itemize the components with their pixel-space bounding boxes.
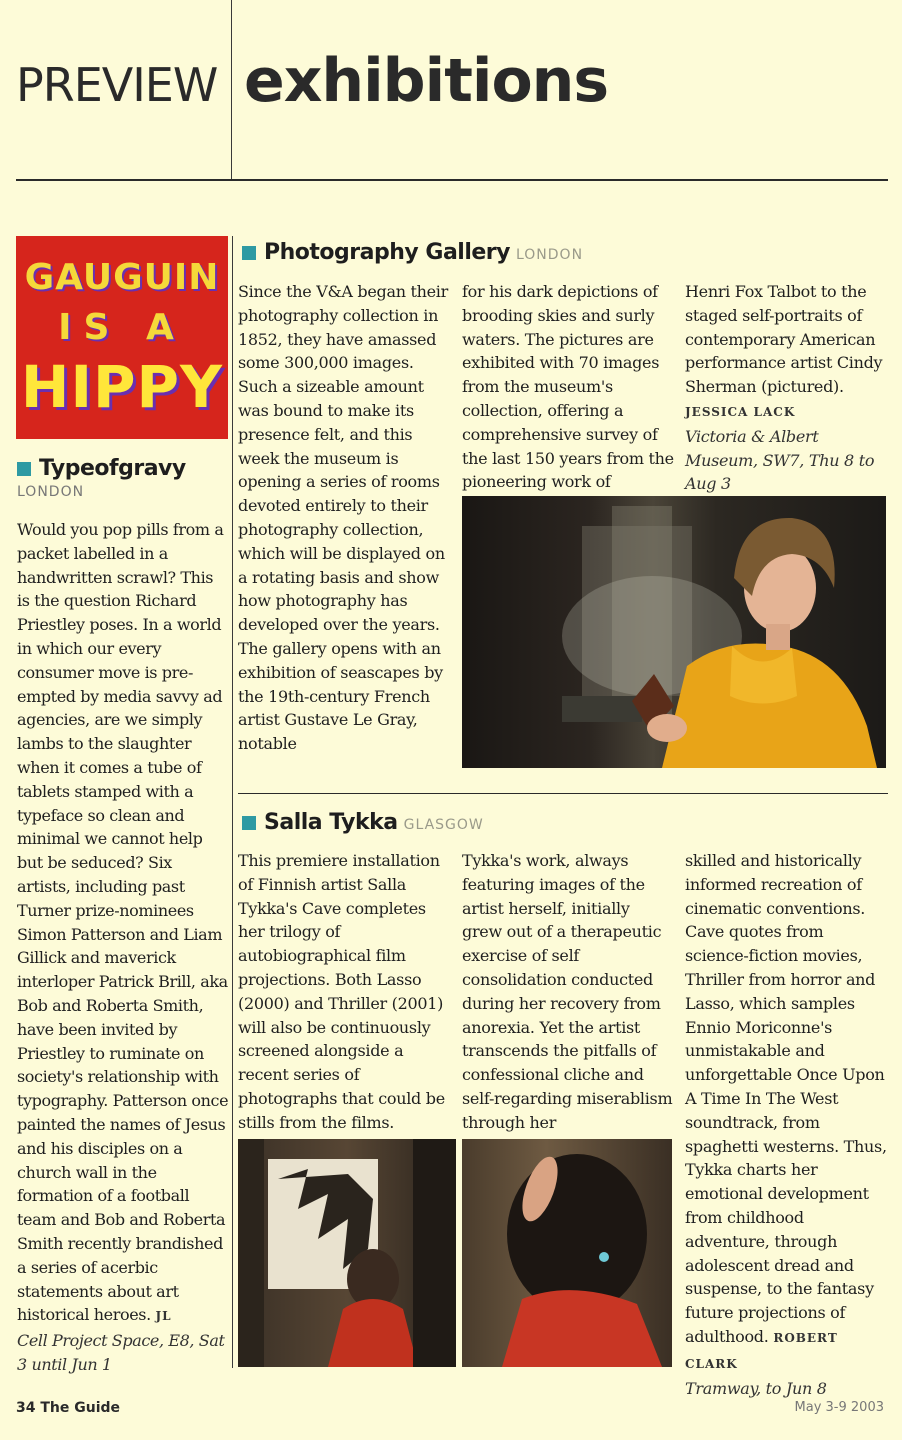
typeofgravy-heading <box>17 456 186 481</box>
poster-line-2: IS A <box>58 306 186 348</box>
photography-title: Photography Gallery <box>264 240 510 265</box>
tykka-title: Salla Tykka <box>264 810 398 835</box>
gauguin-poster-image <box>16 236 228 439</box>
section-marker-icon <box>17 462 31 476</box>
poster-line-1: GAUGUIN <box>24 256 220 298</box>
tykka-film-still-2 <box>462 1139 672 1367</box>
photography-col-1: Since the V&A began their photography collection in 1852, they have amassed some 300,000 images. Such a sizeable amount was bound to make its presence felt, and this week the museum is opening a series of rooms devoted entirely to their photography collection, which will be displayed on a rotating basis and show how photography has developed over the years. The gallery opens with an exhibition of seascapes by the 19th-century French artist Gustave Le Gray, notable <box>238 282 448 754</box>
photography-heading <box>242 240 583 265</box>
issue-date: May 3-9 2003 <box>794 1400 884 1415</box>
typeofgravy-title: Typeofgravy <box>39 456 186 481</box>
cindy-sherman-photo <box>462 496 886 768</box>
photography-col-3 <box>685 280 890 496</box>
photography-col-2: for his dark depictions of brooding skies and surly waters. The pictures are exhibited with 70 images from the museum's collection, offering a comprehensive survey of the last 150 years from the pioneering work of <box>462 282 674 492</box>
masthead-rule <box>16 179 888 181</box>
typeofgravy-location: LONDON <box>17 484 85 500</box>
preview-label: PREVIEW <box>16 58 218 112</box>
typeofgravy-byline: JL <box>155 1309 172 1324</box>
tykka-col-3-text: skilled and historically informed recreation of cinematic conventions. Cave quotes from science-fiction movies, Thriller from horror and Lasso, which samples Ennio Moriconne's unmistakable and unforgettable Once Upon A Time In The West soundtrack, from spaghetti westerns. Thus, Tykka charts her emotional development from childhood adventure, through adolescent dread and suspense, to the fantasy future projections of adulthood. <box>685 851 887 1346</box>
tykka-byline: ROBERT CLARK <box>685 1330 838 1371</box>
typeofgravy-article <box>17 518 229 1377</box>
typeofgravy-venue: Cell Project Space, E8, Sat 3 until Jun 1 <box>17 1331 225 1374</box>
photography-location: LONDON <box>515 247 584 263</box>
photo-illustration <box>462 496 886 768</box>
tykka-col-3 <box>685 849 890 1400</box>
section-marker-icon <box>242 816 256 830</box>
page-number: 34 The Guide <box>16 1400 121 1416</box>
photography-col-3-text: Henri Fox Talbot to the staged self-portraits of contemporary American performance artist Cindy Sherman (pictured). <box>685 282 883 397</box>
film-still-1-illustration <box>238 1139 456 1367</box>
typeofgravy-body: Would you pop pills from a packet labelled in a handwritten scrawl? This is the question Richard Priestley poses. In a world in which our every consumer move is pre-empted by media savvy ad agencies, are we simply lambs to the slaughter when it comes a tube of tablets stamped with a typeface so clean and minimal we cannot help but be seduced? Six artists, including past Turner prize-nominees Simon Patterson and Liam Gillick and maverick interloper Patrick Brill, aka Bob and Roberta Smith, have been invited by Priestley to ruminate on society's relationship with typography. Patterson once painted the names of Jesus and his disciples on a church wall in the formation of a football team and Bob and Roberta Smith recently brandished a series of acerbic statements about art historical heroes. <box>17 520 229 1325</box>
tykka-heading <box>242 810 484 835</box>
tykka-location: GLASGOW <box>403 817 484 833</box>
poster-line-3: HIPPY <box>20 352 224 421</box>
photography-venue: Victoria & Albert Museum, SW7, Thu 8 to Aug 3 <box>685 426 875 494</box>
film-still-2-illustration <box>462 1139 672 1367</box>
tykka-col-1: This premiere installation of Finnish artist Salla Tykka's Cave completes her trilogy of autobiographical film projections. Both Lasso (2000) and Thriller (2001) will also be continuously screened alongside a recent series of photographs that could be stills from the films. <box>238 851 445 1132</box>
masthead-divider <box>231 0 232 180</box>
tykka-col-2: Tykka's work, always featuring images of the artist herself, initially grew out of a therapeutic exercise of self consolidation conducted during her recovery from anorexia. Yet the artist transcends the pitfalls of confessional cliche and self-regarding miserablism through her <box>462 851 673 1132</box>
tykka-film-still-1 <box>238 1139 456 1367</box>
page-title: exhibitions <box>244 46 609 116</box>
column-divider <box>232 236 233 1368</box>
section-marker-icon <box>242 246 256 260</box>
photography-byline: JESSICA LACK <box>685 404 796 419</box>
section-rule <box>238 793 888 794</box>
tykka-venue: Tramway, to Jun 8 <box>685 1378 827 1398</box>
